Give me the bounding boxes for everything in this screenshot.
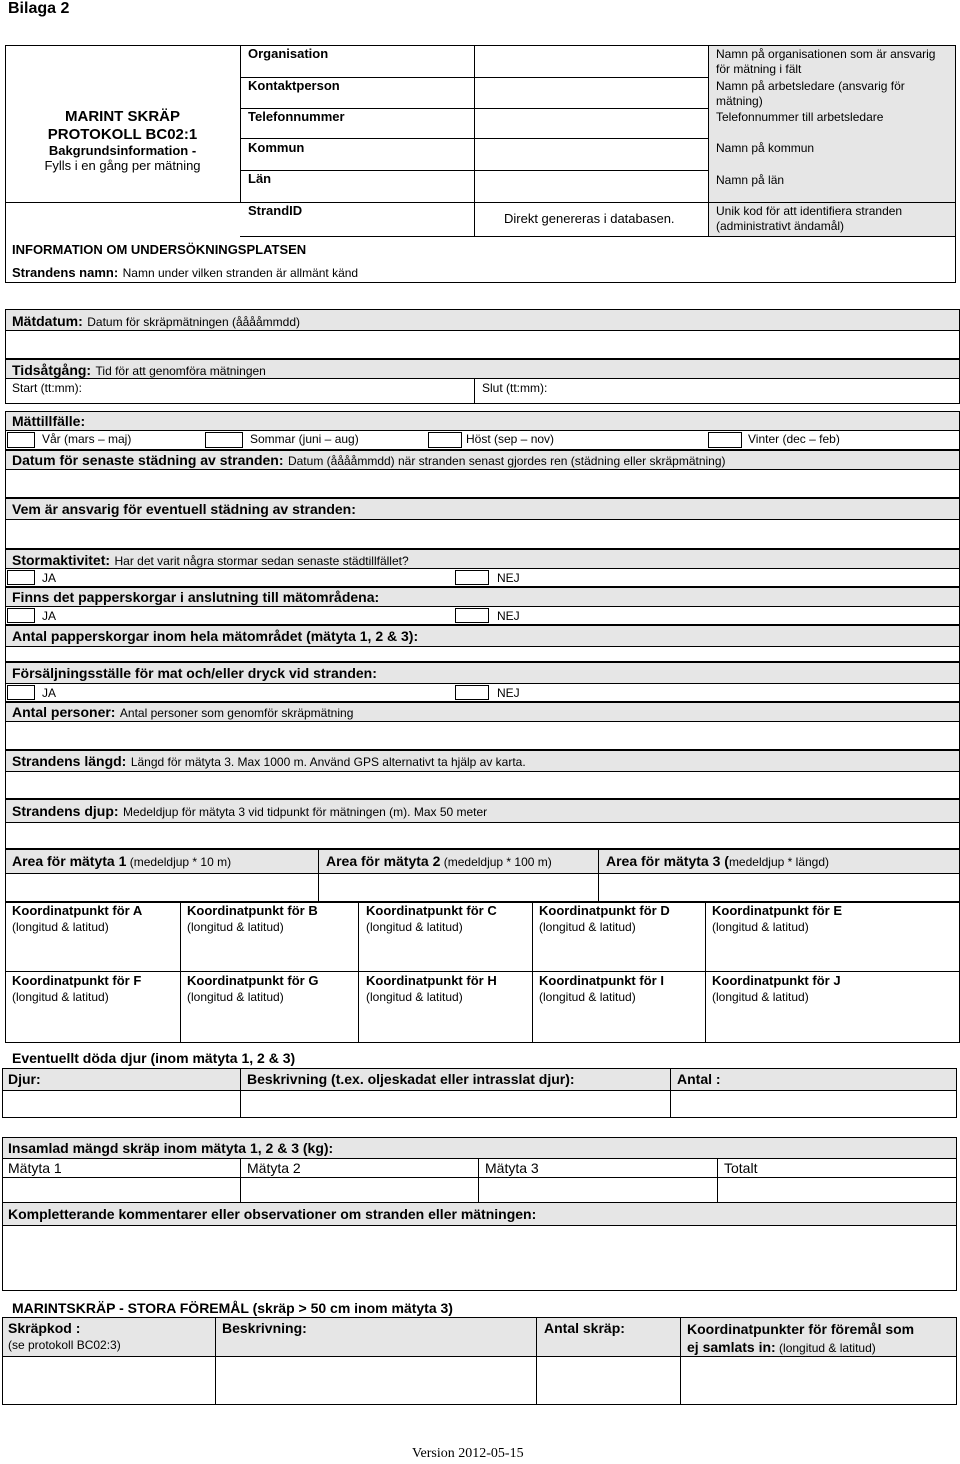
- koord-d: Koordinatpunkt för D (longitud & latitud): [539, 903, 670, 934]
- kommun-desc: Namn på kommun: [716, 141, 815, 155]
- kommentarer-heading: Kompletterande kommentarer eller observationer om stranden eller mätningen:: [8, 1206, 537, 1222]
- stora-heading: MARINTSKRÄP - STORA FÖREMÅL (skräp > 50 cm inom mätyta 3): [12, 1300, 453, 1316]
- antal-korgar-input[interactable]: [5, 646, 960, 662]
- skrapkod-col: Skräpkod : (se protokoll BC02:3): [8, 1320, 121, 1352]
- stadning-input[interactable]: [5, 469, 960, 498]
- host-checkbox[interactable]: [428, 432, 462, 448]
- forsaljning-ja: JA: [42, 686, 57, 700]
- koord-g: Koordinatpunkt för G (longitud & latitud): [187, 973, 319, 1004]
- koord-h: Koordinatpunkt för H (longitud & latitud): [366, 973, 497, 1004]
- start-label: Start (tt:mm):: [12, 381, 82, 395]
- area-3-input[interactable]: [599, 874, 959, 901]
- stora-beskrivning-col: Beskrivning:: [222, 1320, 307, 1336]
- matyta-3-col: Mätyta 3: [485, 1160, 539, 1176]
- kommentarer-input[interactable]: [2, 1225, 957, 1291]
- ansvarig-input[interactable]: [5, 519, 960, 549]
- koord-a: Koordinatpunkt för A (longitud & latitud): [12, 903, 143, 934]
- forsaljning-ja-checkbox[interactable]: [7, 685, 35, 700]
- insamlad-heading: Insamlad mängd skräp inom mätyta 1, 2 & 3 (kg):: [8, 1140, 334, 1156]
- storm-nej-checkbox[interactable]: [455, 570, 489, 585]
- personer-input[interactable]: [5, 721, 960, 750]
- storm-label: Stormaktivitet: Har det varit några stormar sedan senaste städtillfället?: [12, 552, 409, 568]
- mattillfalle-header: [5, 411, 960, 431]
- stora-koord-col: Koordinatpunkter för föremål som ej samlats in: (longitud & latitud): [687, 1321, 915, 1355]
- area-1-label: Area för mätyta 1 (medeldjup * 10 m): [12, 853, 232, 869]
- strandid-desc: Unik kod för att identifiera stranden (administrativt ändamål): [716, 204, 903, 233]
- langd-input[interactable]: [5, 771, 960, 799]
- doda-djur-row[interactable]: [2, 1090, 957, 1118]
- site-heading: INFORMATION OM UNDERSÖKNINGSPLATSEN: [12, 242, 307, 257]
- area-2-label: Area för mätyta 2 (medeldjup * 100 m): [326, 853, 552, 869]
- telefonnummer-desc: Telefonnummer till arbetsledare: [716, 110, 884, 124]
- korg-ja: JA: [42, 609, 57, 623]
- stadning-label: Datum för senaste städning av stranden: Datum (ååååmmdd) när stranden senast gjordes ren (städning eller skräpmätning): [12, 452, 726, 468]
- organisation-input[interactable]: [475, 46, 707, 77]
- storm-ja-checkbox[interactable]: [7, 570, 35, 585]
- form-title: MARINT SKRÄP PROTOKOLL BC02:1: [47, 108, 198, 143]
- var-checkbox[interactable]: [7, 432, 35, 448]
- ansvarig-label: Vem är ansvarig för eventuell städning av stranden:: [12, 501, 356, 517]
- area-1-input[interactable]: [6, 874, 317, 901]
- organisation-desc: Namn på organisationen som är ansvarig för mätning i fält: [716, 47, 936, 76]
- vinter-checkbox[interactable]: [708, 432, 742, 448]
- korg-nej-checkbox[interactable]: [455, 608, 489, 623]
- area-2-input[interactable]: [319, 874, 597, 901]
- koord-i: Koordinatpunkt för I (longitud & latitud): [539, 973, 664, 1004]
- telefonnummer-input[interactable]: [475, 109, 707, 138]
- strandid-note: Direkt genereras i databasen.: [504, 211, 675, 226]
- lan-label: Län: [248, 171, 272, 186]
- koord-j: Koordinatpunkt för J (longitud & latitud): [712, 973, 841, 1004]
- sommar-checkbox[interactable]: [205, 432, 243, 448]
- host-option: Höst (sep – nov): [466, 432, 555, 446]
- version-footer: Version 2012-05-15: [412, 1446, 524, 1461]
- antal-col: Antal :: [677, 1071, 721, 1087]
- koord-e: Koordinatpunkt för E (longitud & latitud): [712, 903, 842, 934]
- forsaljning-label: Försäljningsställe för mat och/eller dryck vid stranden:: [12, 665, 377, 681]
- document-label: Bilaga 2: [8, 0, 70, 17]
- matdatum-label: Mätdatum: Datum för skräpmätningen (ååååmmdd): [12, 313, 300, 329]
- lan-input[interactable]: [475, 171, 707, 202]
- kommun-label: Kommun: [248, 140, 305, 155]
- koord-f: Koordinatpunkt för F (longitud & latitud): [12, 973, 142, 1004]
- papperskorgar-label: Finns det papperskorgar i anslutning till mätområdena:: [12, 589, 380, 605]
- matyta-1-col: Mätyta 1: [8, 1160, 62, 1176]
- strandid-label: StrandID: [248, 203, 303, 218]
- lan-desc: Namn på län: [716, 173, 785, 187]
- mattillfalle-label: Mättillfälle:: [12, 413, 86, 429]
- kontaktperson-desc: Namn på arbetsledare (ansvarig för mätning): [716, 79, 905, 108]
- korg-nej: NEJ: [497, 609, 520, 623]
- slut-label: Slut (tt:mm):: [482, 381, 548, 395]
- langd-label: Strandens längd: Längd för mätyta 3. Max 1000 m. Använd GPS alternativt ta hjälp av karta.: [12, 753, 526, 769]
- doda-djur-heading: Eventuellt döda djur (inom mätyta 1, 2 & 3): [12, 1050, 296, 1066]
- totalt-col: Totalt: [724, 1160, 758, 1176]
- strandens-namn-label: Strandens namn: Namn under vilken stranden är allmänt känd: [12, 265, 359, 280]
- antal-korgar-label: Antal papperskorgar inom hela mätområdet (mätyta 1, 2 & 3):: [12, 628, 419, 644]
- telefonnummer-label: Telefonnummer: [248, 109, 345, 124]
- tidsatgang-label: Tidsåtgång: Tid för att genomföra mätningen: [12, 362, 266, 378]
- var-option: Vår (mars – maj): [42, 432, 132, 446]
- kontaktperson-input[interactable]: [475, 78, 707, 108]
- forsaljning-nej-checkbox[interactable]: [455, 685, 489, 700]
- organisation-label: Organisation: [248, 46, 329, 61]
- forsaljning-nej: NEJ: [497, 686, 520, 700]
- matdatum-input[interactable]: [5, 330, 960, 359]
- storm-ja: JA: [42, 571, 57, 585]
- kommun-input[interactable]: [475, 139, 707, 170]
- sommar-option: Sommar (juni – aug): [250, 432, 359, 446]
- korg-ja-checkbox[interactable]: [7, 608, 35, 623]
- djur-col: Djur:: [8, 1071, 41, 1087]
- matyta-2-col: Mätyta 2: [247, 1160, 301, 1176]
- kontaktperson-label: Kontaktperson: [248, 78, 340, 93]
- personer-label: Antal personer: Antal personer som genomför skräpmätning: [12, 704, 354, 720]
- djup-label: Strandens djup: Medeldjup för mätyta 3 vid tidpunkt för mätningen (m). Max 50 meter: [12, 803, 488, 819]
- stora-row[interactable]: [2, 1356, 957, 1405]
- storm-nej: NEJ: [497, 571, 520, 585]
- area-3-label: Area för mätyta 3 (medeldjup * längd): [606, 853, 830, 869]
- form-subtitle: Bakgrundsinformation - Fylls i en gång per mätning: [44, 143, 201, 173]
- insamlad-cols: [2, 1158, 957, 1178]
- koord-c: Koordinatpunkt för C (longitud & latitud): [366, 903, 497, 934]
- stora-antal-col: Antal skräp:: [544, 1320, 625, 1336]
- djup-input[interactable]: [5, 822, 960, 849]
- vinter-option: Vinter (dec – feb): [748, 432, 840, 446]
- beskrivning-col: Beskrivning (t.ex. oljeskadat eller intrasslat djur):: [247, 1071, 575, 1087]
- koord-b: Koordinatpunkt för B (longitud & latitud): [187, 903, 318, 934]
